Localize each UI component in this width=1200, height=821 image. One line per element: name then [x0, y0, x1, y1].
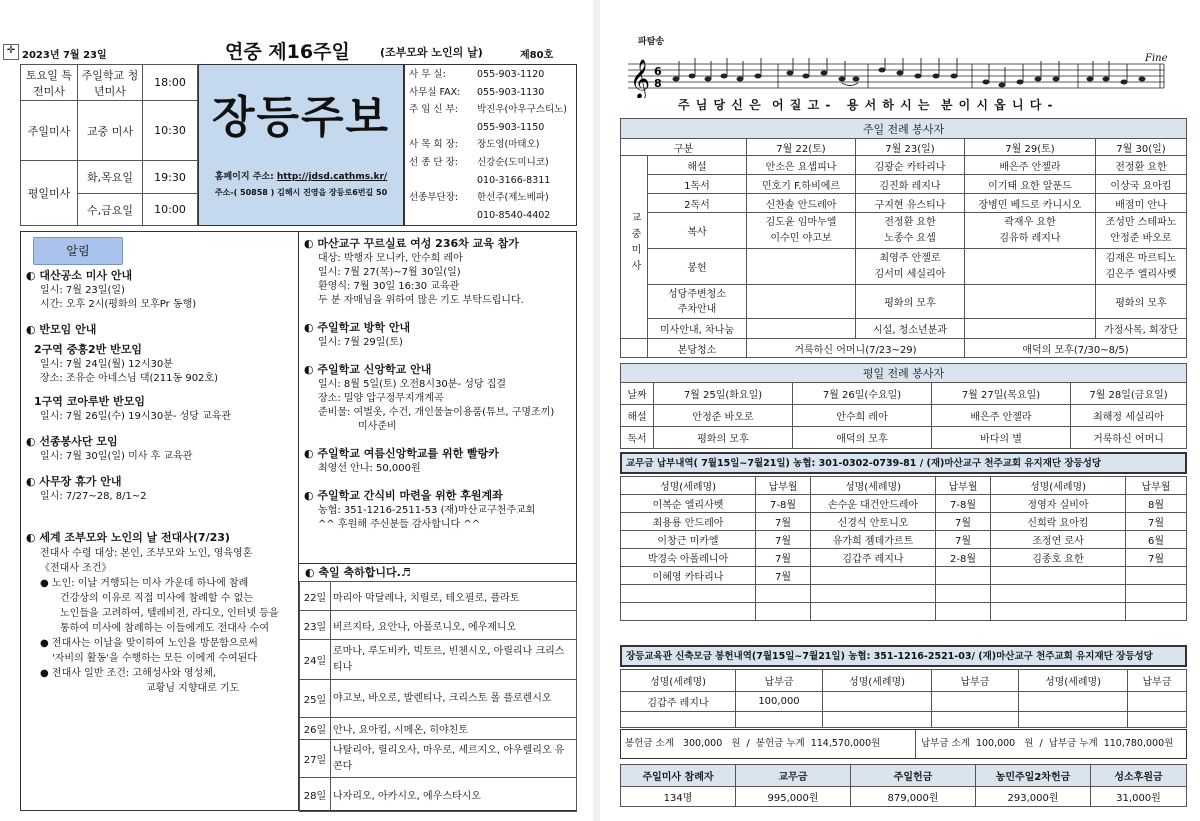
feast-day: 27일: [300, 740, 331, 778]
hymn-label: 파탐송: [638, 37, 665, 47]
svg-text:6: 6: [654, 65, 662, 78]
mass-schedule-table: [20, 64, 198, 226]
col-header: 7월 22(토): [747, 139, 856, 156]
mass-time: 18:00: [143, 65, 198, 101]
totals-table: 주일미사 참례자 교무금 주일헌금 농민주일2차헌금 성소후원금 134명 995,000원 879,000원 293,000원 31,000원: [620, 764, 1187, 807]
mass-time: 10:00: [143, 194, 198, 226]
feast-day: 22일: [300, 582, 331, 611]
mass-label: 화,목요일: [78, 161, 143, 194]
col-header: 7월 29(토): [965, 139, 1096, 156]
hymn-fine: Fine: [1145, 53, 1168, 64]
notices-left-col: ◐ 대산공소 미사 안내 일시: 7월 23일(일) 시간: 오후 2시(평화의 모후Pr 동행) ◐ 반모임 안내 2구역 중흥2반 반모임 일시: 7월 24일(월) 12시30분 장소: 조유순 아네스님 댁(211동 902호) 1구역 코아루반 반모임 일시: 7월 26일(수) 19시30분- 성당 교육관 ◐ 선종봉사단 모임 일시: 7월 30일(일) 미사 후 교육관 ◐ 사무장 휴가 안내 일시: 7/27~28, 8/1~2 ◐ 세계 조부모와 노인의 날 전대사(7/23) 전대사 수령 대상: 본인, 조부모와 노인, 영육영혼 《전대사 조건》 ● 노인: 이날 거행되는 미사 가운데 하나에 참례 건강상의 이유로 직접 미사에 참례할 수 없는 노인들을 고려하여, 텔레비전, 라디오, 인터넷 등을 통하여 미사에 참례하는 이들에게도 전대사 수여 ● 전대사는 이날을 맞이하여 노인을 방문함으로써 '자비의 활동'을 수행하는 모든 이에게 수여된다 ● 전대사 일반 조건: 고해성사와 영성체, 교황님 지향대로 기도: [26, 269, 279, 694]
issue-date: 2023년 7월 23일: [22, 50, 107, 61]
donations-summary: 봉헌금 소계 300,000 원 / 봉헌금 누계 114,570,000원 납부금 소계 100,000 원 / 납부금 누계 110,780,000원: [620, 729, 1187, 759]
notices-right-col: ◐ 마산교구 꾸르실료 여성 236차 교육 참가 대상: 박행자 모니카, 안수희 레아 일시: 7월 27(목)~7월 30일(일) 환영식: 7월 30일 16:30 교육관 두 분 자매님을 위하여 많은 기도 부탁드립니다. ◐ 주일학교 방학 안내 일시: 7월 29일(토) ◐ 주일학교 신앙학교 안내 일시: 8월 5일(토) 오전8시30분- 성당 집결 장소: 밀양 압구정무지개계곡 준비물: 여벌옷, 수건, 개인물놀이용품(튜브, 구명조끼) 미사준비 ◐ 주일학교 여름신앙학교를 위한 빨랑카 최영선 안나: 50,000원 ◐ 주일학교 간식비 마련을 위한 후원계좌 농협: 351-1216-2511-53 (재)마산교구천주교회 ^^ 후원해 주신분들 감사합니다 ^^: [304, 237, 555, 530]
mass-label: 교중 미사: [78, 101, 143, 161]
mass-group: 평일미사: [21, 161, 78, 226]
feast-names: 안나, 요아킴, 시메온, 히야친토: [331, 718, 577, 740]
feast-names: 비르지타, 요안나, 아폴로니오, 에우제니오: [331, 611, 577, 640]
feast-title: ◐ 축일 축하합니다.♬: [299, 563, 577, 581]
homepage-label: 홈페이지 주소:: [214, 172, 277, 182]
mass-label: 수,금요일: [78, 194, 143, 226]
feast-names: 야고보, 바오로, 발렌티나, 크리스토 폴 플로렌시오: [331, 680, 577, 718]
mass-time: 19:30: [143, 161, 198, 194]
move-handle-icon[interactable]: ✛: [3, 44, 19, 60]
contacts-block: 사 무 실: 055-903-1120 사무실 FAX: 055-903-1130 주 임 신 부: 박진우(아우구스티노) 055-903-1150 사 목 회 장: 장도영(마태오) 선 종 단 장: 신강순(도미니코) 010-3166-8311 선종부단장: 한선주(제노베파) 010-8540-4402: [404, 64, 577, 226]
page-title: 연중 제16주일: [225, 41, 350, 63]
mass-group: 주일미사: [21, 101, 78, 161]
feast-names: 나자리오, 아카시오, 에우스타시오: [331, 778, 577, 812]
col-header: 구분: [621, 139, 747, 156]
notice-button[interactable]: 알림: [33, 237, 123, 265]
right-page: [600, 0, 1200, 821]
hymn-lyrics: 주 님 당 신 은 어 질 고 - 용 서 하 시 는 분 이 시 옵 니 다 -: [678, 98, 1054, 112]
page-subtitle: (조부모와 노인의 날): [380, 46, 483, 59]
dues-table: 성명(세례명) 납부월 성명(세례명) 납부월 성명(세례명) 납부월 이복순 엘리사벳 7-8월 손수운 대건안드레아 7-8월 정영자 실비아 8월 최용룡 안드레아 7월 신경식 안토니오 7월 신희락 요아킴 7월 이창근 미카엘 7월 유가희 젬데가르트 7월 조정연 로사 6월 박경숙 아폴레니아 7월 김갑주 레지나 2-8월 김종호 요한 7월 이혜영 카타리나 7월: [620, 476, 1187, 621]
donations-title: 장등교육관 신축모금 봉헌내역(7월15일~7월21일) 농협: 351-1216-2521-03/ (재)마산교구 천주교회 유지재단 장등성당: [620, 645, 1187, 667]
homepage-link[interactable]: http://jdsd.cathms.kr/: [276, 172, 388, 182]
treble-clef-icon: 𝄞: [630, 59, 651, 98]
weekday-service-table: 평일 전례 봉사자 날짜 7월 25일(화요일) 7월 26일(수요일) 7월 27일(목요일) 7월 28일(금요일) 해설 안정준 바오로 안수희 레아 배은주 안젤라 최해정 세실리아 독서 평화의 모후 애덕의 모후 바다의 별 거룩하신 어머니: [620, 363, 1187, 449]
sunday-service-table: 주일 전례 봉사자 구분 7월 22(토) 7월 23(일) 7월 29(토) 7월 30(일) 교중미사 해설 안소은 요셉피나 김광순 카타리나 배은주 안젤라 전정환 요한 1독서 민호기 F.하비에르 김진화 레지나 이기태 요한 알푼드 이상국 요아킴 2독서 신찬솔 안드레아 구지현 유스티나 장병민 베드로 카니시오 배점미 안나 복사 김도윤 임마누엘 이수민 야고보 전정환 요한 노종수 요셉 곽재우 요한 김유하 레지나 조성만 스테파노 안정준 바오로 봉헌 최영주 안젤로 김서미 세실리아 김재은 마르티노 김은주 엘리사벳 성당주변청소 주차안내 평화의 모후 평화의 모후 미사안내, 차나눔 시설, 청소년분과 가정사목, 회장단 본당청소 거룩하신 어머니(7/23~29) 애덕의 모후(7/30~8/5): [620, 118, 1187, 358]
feast-names: 로마나, 루도비카, 빅토르, 빈첸시오, 아릴리나 크리스티나: [331, 640, 577, 680]
mass-label: 주일학교 청년미사: [78, 65, 143, 101]
sunday-service-title: 주일 전례 봉사자: [621, 119, 1187, 139]
side-label: 교중미사: [621, 156, 648, 339]
dues-title: 교무금 납부내역( 7월15일~7월21일) 농협: 301-0302-0739-81 / (재)마산교구 천주교회 유지재단 장등성당: [620, 452, 1187, 474]
logo-text: 장등주보: [211, 92, 390, 143]
address: 주소-( 50858 ) 김해시 진영읍 장등로6번길 50: [214, 188, 388, 197]
col-header: 7월 30(일): [1096, 139, 1187, 156]
feast-day: 28일: [300, 778, 331, 812]
feast-table: [299, 581, 577, 812]
issue-number: 제80호: [520, 50, 554, 61]
feast-day: 24일: [300, 640, 331, 680]
mass-group: 토요일 특전미사: [21, 65, 78, 101]
left-page: [0, 0, 593, 821]
feast-names: 나탈리아, 릴리오사, 마우로, 세르지오, 아우렐리오 유콘다: [331, 740, 577, 778]
col-header: 7월 23(일): [856, 139, 965, 156]
logo-block: [198, 64, 404, 226]
feast-day: 26일: [300, 718, 331, 740]
feast-names: 마리아 막달레나, 치릴로, 테오필로, 플라토: [331, 582, 577, 611]
music-staff: [628, 58, 1168, 98]
feast-day: 25일: [300, 680, 331, 718]
donations-table: 성명(세례명) 납부금 성명(세례명) 납부금 성명(세례명) 납부금 김갑주 레지나 100,000: [620, 669, 1187, 728]
mass-time: 10:30: [143, 101, 198, 161]
feast-day: 23일: [300, 611, 331, 640]
svg-text:8: 8: [654, 77, 662, 90]
